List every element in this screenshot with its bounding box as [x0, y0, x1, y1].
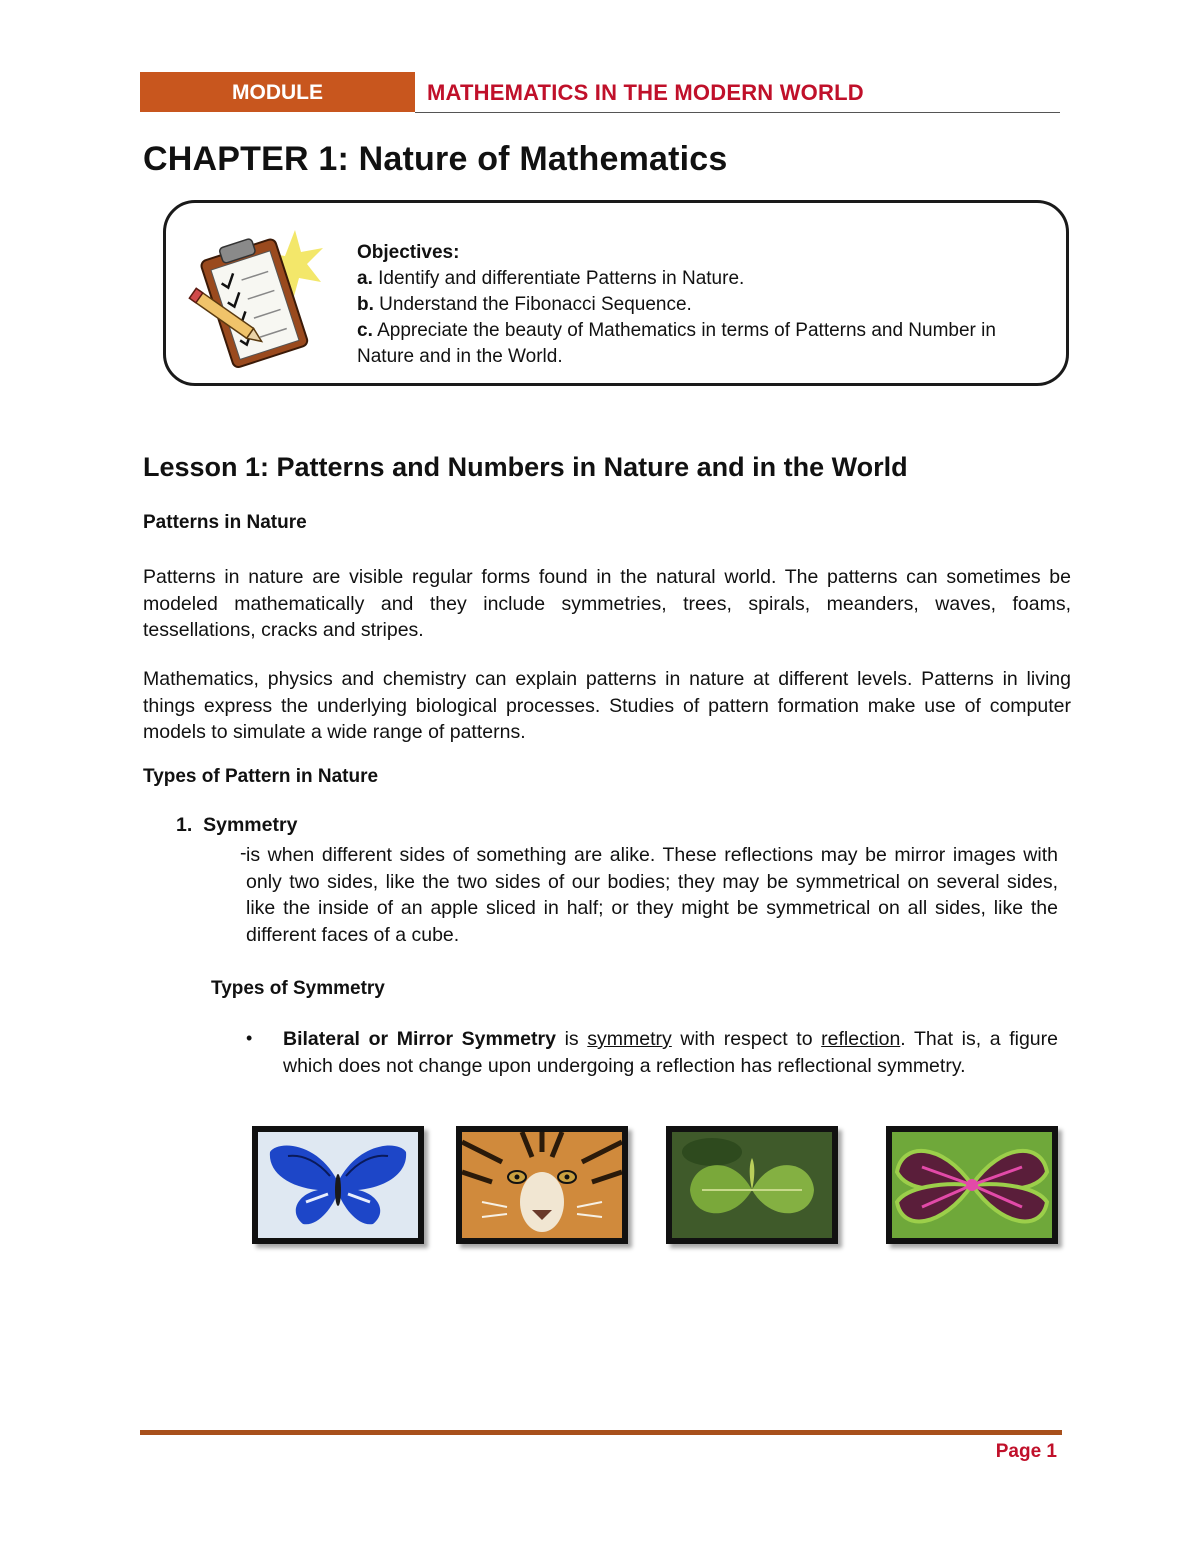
header-rule — [415, 112, 1060, 113]
link-symmetry[interactable]: symmetry — [587, 1028, 672, 1050]
link-reflection[interactable]: reflection — [821, 1028, 901, 1050]
section-heading-patterns: Patterns in Nature — [143, 512, 307, 533]
list-item-symmetry — [176, 814, 297, 837]
dash-marker: - — [240, 842, 247, 864]
objective-letter: b. — [357, 294, 374, 315]
bilateral-text: . That is, a figure which does not change upon undergoing a reflection has reflectional symmetry. — [283, 1028, 1058, 1077]
objective-letter: a. — [357, 268, 373, 289]
objective-text: Understand the Fibonacci Sequence. — [373, 294, 692, 315]
objective-item-a — [357, 266, 1057, 292]
symmetry-definition-text: is when different sides of something are alike. These reflections may be mirror images with only two sides, like the two sides of our bodies; they may be symmetrical on several sides, like the inside of an apple sliced in half; or they might be symmetrical on all sides, like the different faces of a cube. — [246, 844, 1058, 946]
chapter-title: CHAPTER 1: Nature of Mathematics — [143, 140, 728, 178]
photo-coleus-leaves — [886, 1126, 1058, 1244]
photo-tiger-face — [456, 1126, 628, 1244]
lesson-title: Lesson 1: Patterns and Numbers in Nature and in the World — [143, 452, 908, 482]
photo-green-leaves — [666, 1126, 838, 1244]
bilateral-text: is — [555, 1028, 588, 1050]
footer-rule — [140, 1430, 1062, 1435]
section-heading-types: Types of Pattern in Nature — [143, 766, 379, 787]
objective-item-b — [357, 292, 1057, 318]
list-title: Symmetry — [203, 814, 298, 836]
page-number: Page 1 — [995, 1441, 1057, 1462]
photo-blue-butterfly — [252, 1126, 424, 1244]
objective-item-c — [357, 318, 1057, 370]
paragraph-patterns-1: Patterns in nature are visible regular forms found in the natural world. The patterns can sometimes be modeled mathematically and they include symmetries, trees, spirals, meanders, waves, foams, tessellations, cracks and stripes. — [143, 566, 1071, 641]
paragraph-patterns-2: Mathematics, physics and chemistry can explain patterns in nature at different levels. Patterns in living things express the underlying biological processes. Studies of pattern formation make use of computer models to simulate a wide range of patterns. — [143, 668, 1071, 743]
page-header — [140, 72, 1060, 114]
bullet-marker: • — [246, 1028, 253, 1048]
module-label: MODULE — [140, 72, 415, 112]
objectives-title: Objectives: — [357, 242, 460, 263]
objective-text: Appreciate the beauty of Mathematics in terms of Patterns and Number in Nature and in the World. — [357, 320, 996, 367]
objective-text: Identify and differentiate Patterns in Nature. — [372, 268, 745, 289]
section-heading-symmetry-types: Types of Symmetry — [211, 978, 385, 999]
bilateral-text: with respect to — [671, 1028, 822, 1050]
bilateral-title: Bilateral or Mirror Symmetry — [283, 1028, 556, 1050]
list-number: 1. — [176, 814, 193, 836]
objective-letter: c. — [357, 320, 373, 341]
clipboard-checklist-icon — [185, 222, 325, 372]
bilateral-symmetry-paragraph — [283, 1026, 1058, 1079]
objectives-list — [357, 240, 1057, 370]
course-title: MATHEMATICS IN THE MODERN WORLD — [427, 80, 864, 105]
symmetry-definition — [246, 842, 1058, 948]
